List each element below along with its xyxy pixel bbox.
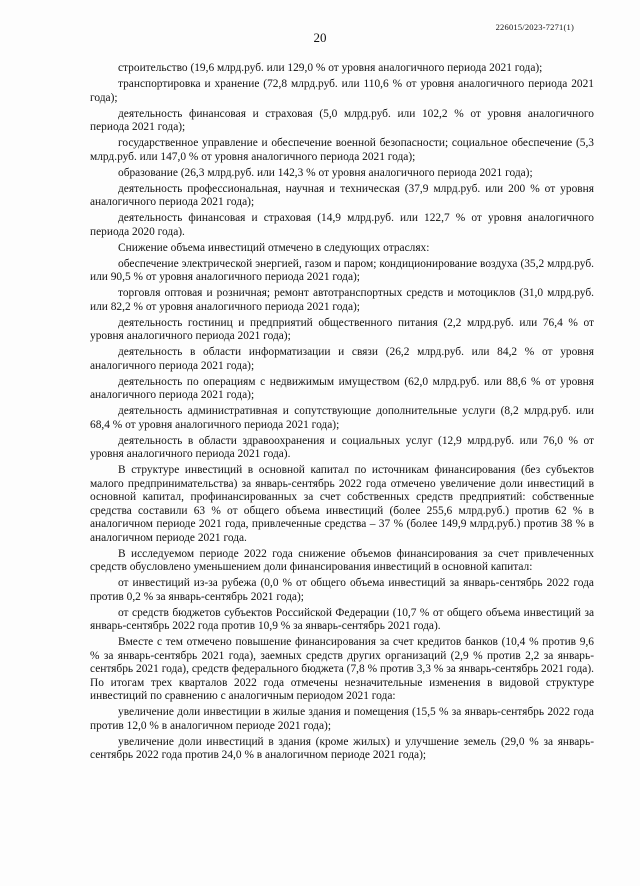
paragraph: деятельность в области информатизации и связи (26,2 млрд.руб. или 84,2 % от уровня аналогичного периода 2021 года); (90, 346, 594, 372)
paragraph: деятельность гостиниц и предприятий общественного питания (2,2 млрд.руб. или 76,4 % от уровня аналогичного периода 2021 года); (90, 316, 594, 342)
paragraph: транспортировка и хранение (72,8 млрд.руб. или 110,6 % от уровня аналогичного периода 2021 года); (90, 78, 594, 104)
paragraph: В исследуемом периоде 2022 года снижение объемов финансирования за счет привлеченных средств обусловлено уменьшением доли финансирования инвестиций в основной капитал: (90, 547, 594, 573)
paragraph: В структуре инвестиций в основной капитал по источникам финансирования (без субъектов малого предпринимательства) за январь-сентябрь 2022 года отмечено увеличение доли инвестиций в основной капитал, профинансированных за счет собственных средств предприятий: собственные средства составили 63 % от общего объема инвестиций (более 255,6 млрд.руб.) против 62 % в аналогичном периоде 2021 года, привлеченные средства – 37 % (более 149,9 млрд.руб.) против 38 % в аналогичном периоде 2021 года. (90, 464, 594, 544)
paragraph: деятельность административная и сопутствующие дополнительные услуги (8,2 млрд.руб. или 68,4 % от уровня аналогичного периода 2021 года); (90, 405, 594, 431)
paragraph: деятельность финансовая и страховая (5,0 млрд.руб. или 102,2 % от уровня аналогичного периода 2021 года); (90, 107, 594, 133)
paragraph: обеспечение электрической энергией, газом и паром; кондиционирование воздуха (35,2 млрд.руб. или 90,5 % от уровня аналогичного периода 2021 года); (90, 257, 594, 283)
paragraph: увеличение доли инвестиций в здания (кроме жилых) и улучшение земель (29,0 % за январь-сентябрь 2022 года против 24,0 % в аналогичном периоде 2021 года); (90, 735, 594, 761)
paragraph: образование (26,3 млрд.руб. или 142,3 % от уровня аналогичного периода 2021 года); (118, 166, 533, 179)
paragraph: деятельность по операциям с недвижимым имуществом (62,0 млрд.руб. или 88,6 % от уровня аналогичного периода 2021 года); (90, 375, 594, 401)
page-number: 20 (313, 30, 327, 45)
paragraph: деятельность профессиональная, научная и техническая (37,9 млрд.руб. или 200 % от уровня аналогичного периода 2021 года); (90, 182, 594, 208)
paragraph: государственное управление и обеспечение военной безопасности; социальное обеспечение (5,3 млрд.руб. или 147,0 % от уровня аналогичного периода 2021 года); (90, 137, 594, 163)
paragraph: увеличение доли инвестиции в жилые здания и помещения (15,5 % за январь-сентябрь 2022 года против 12,0 % в аналогичном периоде 2021 года); (90, 706, 594, 732)
paragraph: торговля оптовая и розничная; ремонт автотранспортных средств и мотоциклов (31,0 млрд.руб. или 82,2 % от уровня аналогичного периода 2021 года); (90, 287, 594, 313)
paragraph: от средств бюджетов субъектов Российской Федерации (10,7 % от общего объема инвестиций за январь-сентябрь 2022 года против 10,9 % за январь-сентябрь 2021 года). (90, 606, 594, 632)
paragraph: деятельность финансовая и страховая (14,9 млрд.руб. или 122,7 % от уровня аналогичного периода 2020 года). (90, 212, 594, 238)
document-code: 226015/2023-7271(1) (495, 22, 574, 32)
paragraph: деятельность в области здравоохранения и социальных услуг (12,9 млрд.руб. или 76,0 % от уровня аналогичного периода 2021 года). (90, 434, 594, 460)
paragraph: Снижение объема инвестиций отмечено в следующих отраслях: (118, 241, 430, 254)
paragraph: Вместе с тем отмечено повышение финансирования за счет кредитов банков (10,4 % против 9,6 % за январь-сентябрь 2021 года), заемных средств других организаций (2,9 % против 2,2 за январь-сентябрь 2021 года), средств федерального бюджета (7,8 % против 3,3 % за январь-сентябрь 2021 года). По итогам трех кварталов 2022 года отмечены незначительные изменения в видовой структуре инвестиций по сравнению с аналогичным периодом 2021 года: (90, 636, 594, 702)
paragraph: строительство (19,6 млрд.руб. или 129,0 % от уровня аналогичного периода 2021 года); (118, 62, 543, 74)
paragraph: от инвестиций из-за рубежа (0,0 % от общего объема инвестиций за январь-сентябрь 2022 года против 0,2 % за январь-сентябрь 2021 года); (90, 577, 594, 603)
document-body (90, 62, 594, 765)
